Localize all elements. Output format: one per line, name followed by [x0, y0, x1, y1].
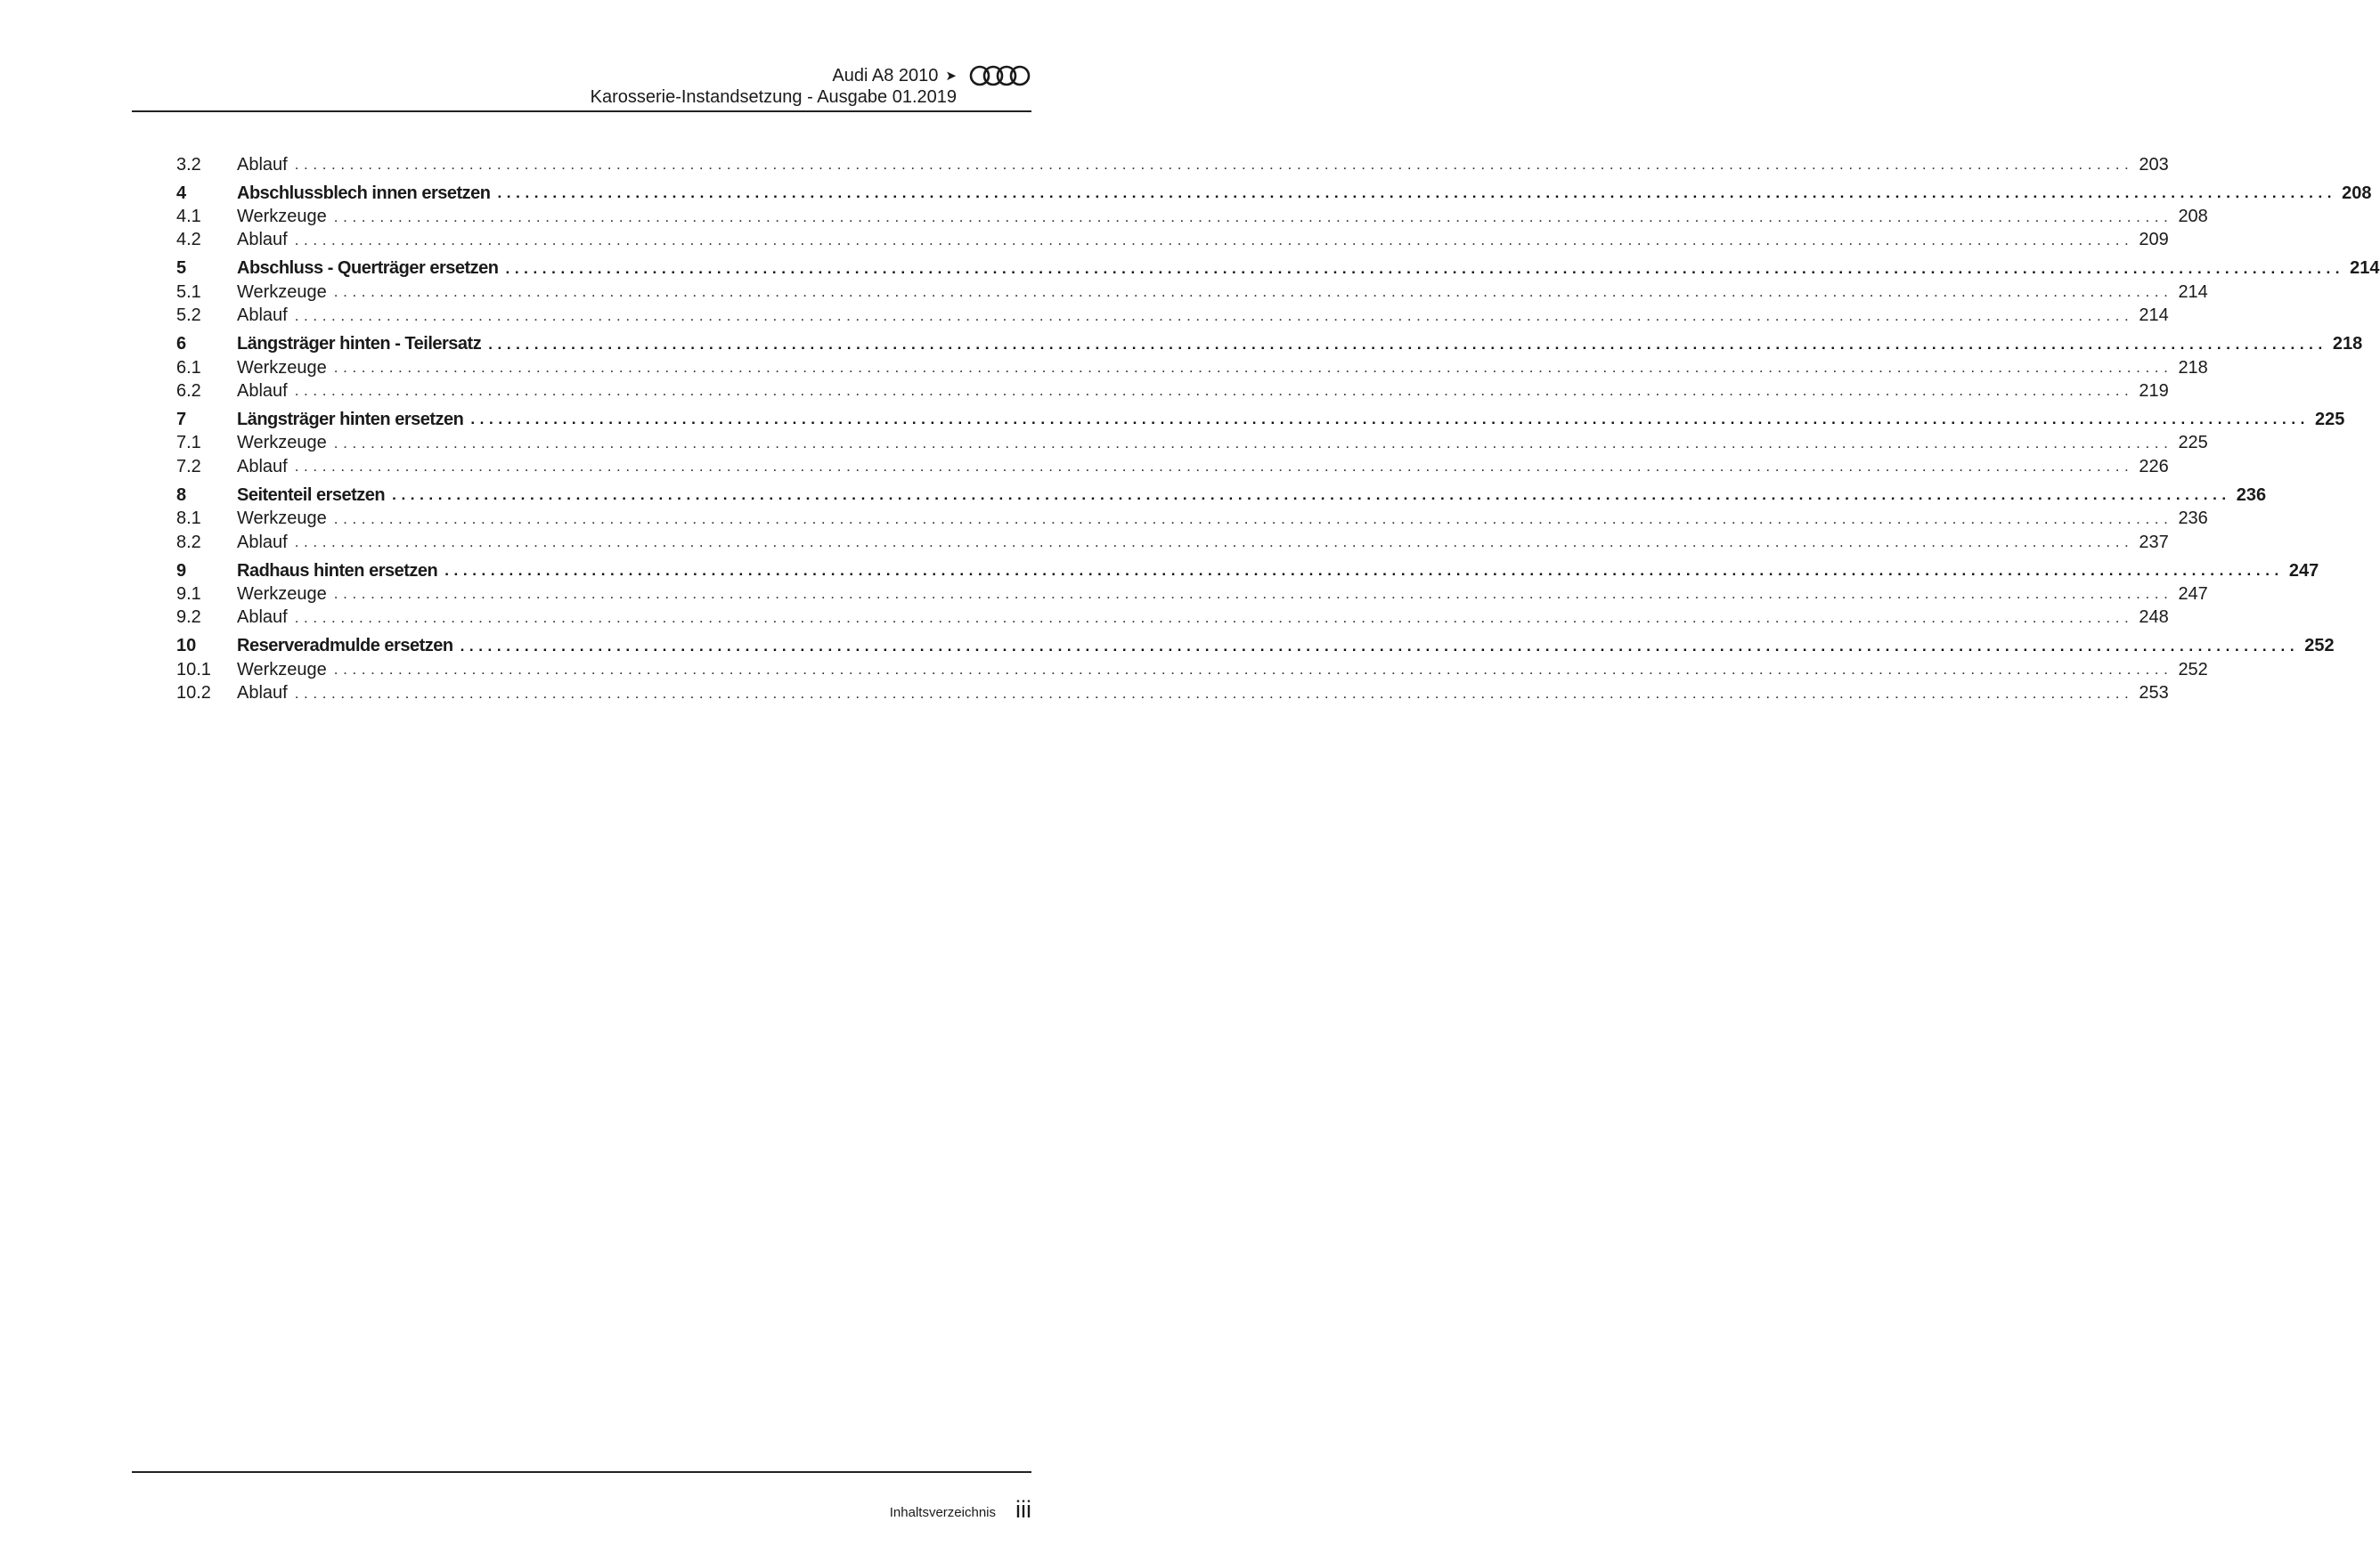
toc-dot-leader: ........................................................................................................................................................................................................ — [333, 434, 2173, 452]
toc-entry-title: Werkzeuge — [237, 207, 327, 227]
toc-entry-title: Abschlussblech innen ersetzen — [237, 183, 491, 203]
toc-entry-title: Werkzeuge — [237, 583, 327, 604]
toc-chapter-entry[interactable] — [176, 635, 2335, 658]
toc-entry-number: 9.1 — [176, 583, 201, 604]
toc-entry-number: 7.2 — [176, 456, 201, 476]
page-header — [132, 61, 1031, 112]
toc-entry-title: Werkzeuge — [237, 281, 327, 302]
toc-dot-leader: ........................................................................................................................................................................................................ — [505, 259, 2345, 277]
toc-dot-leader: ........................................................................................................................................................................................................ — [333, 585, 2173, 603]
toc-entry-title: Abschluss - Querträger ersetzen — [237, 258, 499, 279]
toc-entry-number: 9 — [176, 560, 187, 581]
toc-section-entry[interactable] — [176, 582, 2208, 606]
toc-entry-page: 236 — [2178, 508, 2208, 529]
toc-entry-page: 248 — [2139, 607, 2169, 628]
toc-dot-leader: ........................................................................................................................................................................................................ — [333, 509, 2173, 527]
arrow-right-icon: ➤ — [945, 69, 957, 84]
toc-entry-page: 252 — [2178, 659, 2208, 679]
toc-entry-title: Ablauf — [237, 380, 288, 401]
page-footer — [132, 1471, 1031, 1523]
toc-entry-number: 7.1 — [176, 433, 201, 453]
toc-dot-leader: ........................................................................................................................................................................................................ — [294, 608, 2134, 626]
toc-entry-title: Werkzeuge — [237, 508, 327, 529]
toc-entry-page: 203 — [2139, 154, 2169, 175]
toc-entry-page: 208 — [2178, 207, 2208, 227]
toc-entry-number: 8 — [176, 484, 187, 505]
toc-dot-leader: ........................................................................................................................................................................................................ — [294, 231, 2134, 248]
toc-entry-number: 4.1 — [176, 207, 201, 227]
toc-entry-number: 10.2 — [176, 683, 211, 704]
toc-entry-page: 253 — [2139, 683, 2169, 704]
toc-entry-page: 247 — [2288, 560, 2319, 581]
toc-entry-title: Ablauf — [237, 683, 288, 704]
toc-chapter-entry[interactable] — [176, 408, 2345, 431]
toc-entry-title: Ablauf — [237, 456, 288, 476]
toc-entry-number: 5.1 — [176, 281, 201, 302]
toc-dot-leader: ........................................................................................................................................................................................................ — [392, 486, 2231, 504]
toc-entry-page: 214 — [2139, 305, 2169, 326]
toc-entry-number: 10.1 — [176, 659, 211, 679]
toc-dot-leader: ........................................................................................................................................................................................................ — [294, 156, 2134, 174]
toc-dot-leader: ........................................................................................................................................................................................................ — [470, 411, 2310, 428]
toc-section-entry[interactable] — [176, 507, 2208, 530]
toc-entry-title: Seitenteil ersetzen — [237, 484, 386, 505]
audi-rings-icon — [969, 64, 1031, 87]
toc-entry-number: 4 — [176, 183, 187, 203]
toc-entry-number: 6 — [176, 334, 187, 354]
toc-section-entry[interactable] — [176, 153, 2169, 176]
toc-entry-title: Werkzeuge — [237, 433, 327, 453]
toc-section-entry[interactable] — [176, 356, 2208, 379]
toc-entry-number: 5 — [176, 258, 187, 279]
toc-entry-page: 226 — [2139, 456, 2169, 476]
toc-section-entry[interactable] — [176, 658, 2208, 681]
toc-entry-number: 8.2 — [176, 532, 201, 552]
toc-dot-leader: ........................................................................................................................................................................................................ — [333, 283, 2173, 301]
toc-entry-page: 208 — [2342, 183, 2372, 203]
toc-entry-number: 6.2 — [176, 380, 201, 401]
toc-entry-title: Reserveradmulde ersetzen — [237, 636, 453, 656]
toc-chapter-entry[interactable] — [176, 257, 2380, 281]
header-subtitle: Karosserie-Instandsetzung - Ausgabe 01.2019 — [590, 87, 957, 107]
toc-entry-number: 4.2 — [176, 230, 201, 250]
toc-chapter-entry[interactable] — [176, 484, 2267, 507]
toc-chapter-entry[interactable] — [176, 559, 2319, 582]
toc-section-entry[interactable] — [176, 281, 2208, 304]
toc-dot-leader: ........................................................................................................................................................................................................ — [294, 533, 2134, 551]
toc-section-entry[interactable] — [176, 606, 2169, 630]
toc-dot-leader: ........................................................................................................................................................................................................ — [497, 184, 2337, 202]
toc-entry-title: Ablauf — [237, 532, 288, 552]
toc-entry-number: 3.2 — [176, 154, 201, 175]
toc-section-entry[interactable] — [176, 379, 2169, 403]
toc-entry-title: Längsträger hinten ersetzen — [237, 409, 464, 429]
toc-section-entry[interactable] — [176, 455, 2169, 478]
toc-entry-title: Ablauf — [237, 607, 288, 628]
toc-entry-title: Ablauf — [237, 154, 288, 175]
toc-dot-leader: ........................................................................................................................................................................................................ — [333, 359, 2173, 377]
toc-section-entry[interactable] — [176, 681, 2169, 704]
toc-entry-number: 6.1 — [176, 357, 201, 378]
toc-entry-page: 237 — [2139, 532, 2169, 552]
toc-entry-page: 252 — [2304, 636, 2335, 656]
toc-section-entry[interactable] — [176, 205, 2208, 228]
toc-chapter-entry[interactable] — [176, 182, 2372, 205]
toc-section-entry[interactable] — [176, 229, 2169, 252]
toc-entry-title: Werkzeuge — [237, 357, 327, 378]
toc-dot-leader: ........................................................................................................................................................................................................ — [333, 207, 2173, 225]
toc-entry-number: 5.2 — [176, 305, 201, 326]
header-model: Audi A8 2010 — [832, 65, 939, 85]
toc-entry-page: 236 — [2236, 484, 2267, 505]
toc-entry-page: 209 — [2139, 230, 2169, 250]
toc-dot-leader: ........................................................................................................................................................................................................ — [294, 684, 2134, 702]
toc-entry-number: 9.2 — [176, 607, 201, 628]
toc-entry-page: 214 — [2350, 258, 2380, 279]
toc-entry-number: 7 — [176, 409, 187, 429]
toc-entry-page: 218 — [2332, 334, 2363, 354]
toc-entry-title: Längsträger hinten - Teilersatz — [237, 334, 482, 354]
toc-dot-leader: ........................................................................................................................................................................................................ — [294, 458, 2134, 476]
toc-entry-page: 247 — [2178, 583, 2208, 604]
footer-label: Inhaltsverzeichnis — [889, 1505, 996, 1520]
toc-dot-leader: ........................................................................................................................................................................................................ — [488, 335, 2327, 353]
toc-entry-page: 219 — [2139, 380, 2169, 401]
toc-dot-leader: ........................................................................................................................................................................................................ — [460, 637, 2300, 655]
toc-entry-number: 10 — [176, 636, 197, 656]
toc-entry-page: 225 — [2178, 433, 2208, 453]
toc-entry-page: 218 — [2178, 357, 2208, 378]
toc-section-entry[interactable] — [176, 531, 2169, 554]
header-model-line — [832, 63, 1031, 88]
toc-dot-leader: ........................................................................................................................................................................................................ — [294, 306, 2134, 324]
toc-chapter-entry[interactable] — [176, 333, 2363, 356]
toc-entry-number: 8.1 — [176, 508, 201, 529]
toc-section-entry[interactable] — [176, 432, 2208, 455]
toc-entry-page: 214 — [2178, 281, 2208, 302]
toc-entry-title: Ablauf — [237, 305, 288, 326]
toc-dot-leader: ........................................................................................................................................................................................................ — [294, 382, 2134, 400]
toc-entry-title: Ablauf — [237, 230, 288, 250]
toc-dot-leader: ........................................................................................................................................................................................................ — [444, 562, 2284, 579]
toc-section-entry[interactable] — [176, 305, 2169, 328]
toc-entry-title: Werkzeuge — [237, 659, 327, 679]
toc-entry-page: 225 — [2314, 409, 2345, 429]
table-of-contents — [176, 153, 2380, 705]
toc-dot-leader: ........................................................................................................................................................................................................ — [333, 661, 2173, 679]
page-number: iii — [1015, 1496, 1031, 1523]
toc-entry-title: Radhaus hinten ersetzen — [237, 560, 438, 581]
